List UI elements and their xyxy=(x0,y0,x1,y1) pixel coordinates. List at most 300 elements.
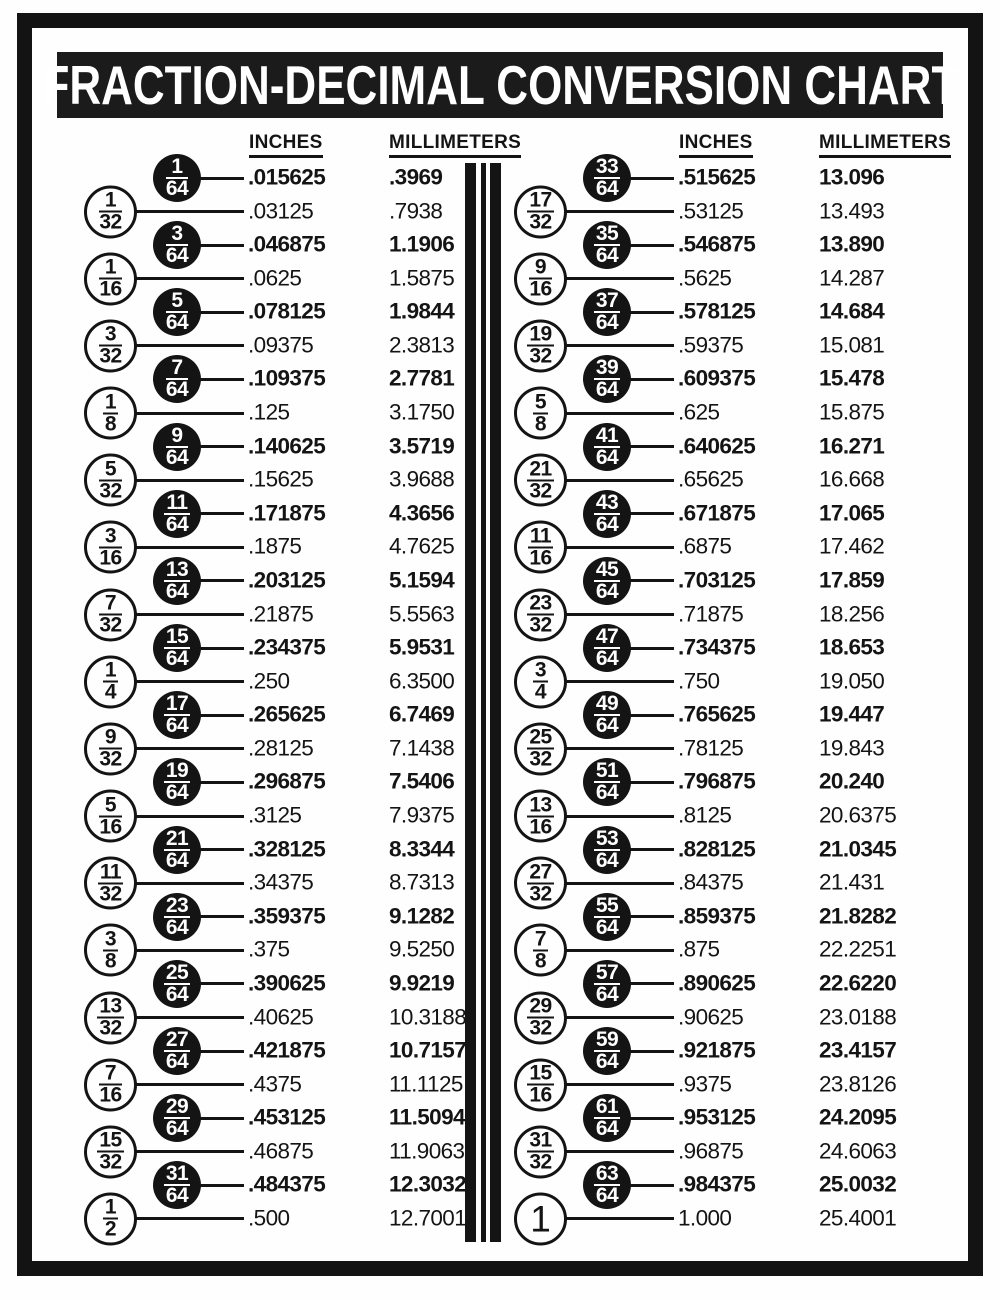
mm-value: 11.9063 xyxy=(389,1138,465,1164)
fraction-denominator: 64 xyxy=(165,378,189,402)
mm-value: 4.7625 xyxy=(389,533,455,559)
millimeters-header-right: MILLIMETERS xyxy=(819,132,951,158)
inches-value: .78125 xyxy=(678,735,744,761)
fraction-badge xyxy=(514,1192,567,1245)
fraction-badge xyxy=(153,490,201,538)
mm-value: 24.2095 xyxy=(819,1104,897,1130)
inches-value: 1.000 xyxy=(678,1205,732,1231)
mm-value: 1.5875 xyxy=(389,265,455,291)
fraction-numerator: 5 xyxy=(99,796,121,817)
inches-value: .28125 xyxy=(248,735,314,761)
fraction-numerator: 45 xyxy=(595,557,619,581)
mm-value: 5.1594 xyxy=(389,567,455,593)
inches-value: .125 xyxy=(248,399,290,425)
mm-value: 23.4157 xyxy=(819,1037,897,1063)
fraction-denominator: 64 xyxy=(595,311,619,335)
fraction-denominator: 64 xyxy=(595,512,619,536)
fraction xyxy=(103,1195,118,1241)
mm-value: 1.9844 xyxy=(389,298,455,324)
fraction-badge xyxy=(84,924,137,977)
fraction-numerator: 3 xyxy=(99,527,121,548)
inches-value: .96875 xyxy=(678,1138,744,1164)
fraction-numerator: 23 xyxy=(529,591,552,615)
fraction-numerator: 11 xyxy=(99,860,122,884)
fraction-numerator: 21 xyxy=(529,457,552,481)
connector-line xyxy=(629,781,674,784)
fraction-numerator: 9 xyxy=(99,729,121,750)
fraction-denominator: 64 xyxy=(165,177,189,200)
connector-line xyxy=(199,512,244,515)
mm-value: 19.447 xyxy=(819,701,885,727)
connector-line xyxy=(629,1117,674,1120)
fraction-denominator: 4 xyxy=(534,680,547,704)
mm-value: 23.8126 xyxy=(819,1071,897,1097)
mm-value: 21.431 xyxy=(819,869,885,895)
fraction-numerator: 13 xyxy=(165,557,189,581)
inches-value: .640625 xyxy=(678,433,756,459)
inches-value: .140625 xyxy=(248,433,326,459)
fraction xyxy=(165,289,189,335)
inches-value: .34375 xyxy=(248,869,314,895)
fraction-numerator: 7 xyxy=(99,1065,121,1086)
connector-line xyxy=(564,949,674,952)
fraction-numerator: 41 xyxy=(595,423,619,447)
fraction-numerator: 53 xyxy=(595,826,619,850)
mm-value: 13.890 xyxy=(819,231,885,257)
connector-line xyxy=(199,445,244,448)
fraction-badge xyxy=(583,490,631,538)
fraction-denominator: 64 xyxy=(595,915,619,939)
fraction-badge xyxy=(583,1094,631,1142)
connector-line xyxy=(134,412,244,415)
fraction-denominator: 4 xyxy=(104,680,117,704)
fraction-denominator: 64 xyxy=(165,1050,189,1074)
fraction-numerator: 61 xyxy=(595,1095,619,1119)
fraction-numerator: 49 xyxy=(595,692,619,716)
inches-value: .40625 xyxy=(248,1003,314,1029)
mm-value: 8.7313 xyxy=(389,869,455,895)
connector-line xyxy=(199,982,244,985)
fraction xyxy=(594,826,620,872)
fraction-denominator: 64 xyxy=(165,848,189,872)
fraction-numerator: 11 xyxy=(166,490,188,514)
fraction-denominator: 32 xyxy=(529,1016,552,1040)
inches-value: .53125 xyxy=(678,198,744,224)
fraction-badge xyxy=(514,924,567,977)
connector-line xyxy=(199,647,244,650)
inches-value: .921875 xyxy=(678,1037,756,1063)
inches-value: .796875 xyxy=(678,768,756,794)
fraction-denominator: 64 xyxy=(595,714,619,738)
inches-value: .84375 xyxy=(678,869,744,895)
connector-line xyxy=(134,210,244,213)
fraction-denominator: 64 xyxy=(595,244,619,268)
mm-value: 15.081 xyxy=(819,332,885,358)
fraction-badge xyxy=(514,252,567,305)
fraction-denominator: 64 xyxy=(595,445,619,469)
fraction-denominator: 64 xyxy=(595,1184,619,1208)
fraction-denominator: 32 xyxy=(529,210,552,234)
inches-value: .453125 xyxy=(248,1104,326,1130)
inches-value: .09375 xyxy=(248,332,314,358)
fraction-denominator: 16 xyxy=(99,1083,122,1107)
inches-value: .65625 xyxy=(678,466,744,492)
inches-value: .750 xyxy=(678,668,720,694)
mm-value: 9.1282 xyxy=(389,903,455,929)
fraction xyxy=(594,1095,620,1141)
connector-line xyxy=(199,714,244,717)
fraction-denominator: 32 xyxy=(99,747,122,771)
fraction xyxy=(527,457,553,503)
fraction xyxy=(97,994,123,1040)
mm-value: 25.4001 xyxy=(819,1205,897,1231)
fraction-denominator: 64 xyxy=(595,1050,619,1074)
fraction-badge xyxy=(153,826,201,874)
fraction-badge xyxy=(84,1192,137,1245)
fraction xyxy=(527,188,553,234)
mm-value: 10.3188 xyxy=(389,1003,467,1029)
connector-line xyxy=(564,479,674,482)
fraction-denominator: 32 xyxy=(529,613,552,637)
millimeters-header-left: MILLIMETERS xyxy=(389,132,521,158)
fraction-numerator: 19 xyxy=(165,759,189,783)
fraction-numerator: 47 xyxy=(595,625,619,649)
fraction xyxy=(99,524,122,570)
fraction xyxy=(533,390,548,436)
fraction-badge xyxy=(153,557,201,605)
fraction-denominator: 64 xyxy=(165,579,189,603)
fraction xyxy=(594,155,620,200)
mm-value: 9.5250 xyxy=(389,936,455,962)
mm-value: 12.3032 xyxy=(389,1171,467,1197)
mm-value: 4.3656 xyxy=(389,500,455,526)
mm-value: 12.7001 xyxy=(389,1205,467,1231)
connector-line xyxy=(134,747,244,750)
fraction xyxy=(99,255,122,301)
fraction-denominator: 64 xyxy=(165,1184,189,1208)
fraction xyxy=(99,457,122,503)
fraction xyxy=(527,860,553,906)
fraction-numerator: 11 xyxy=(529,524,552,548)
fraction-badge xyxy=(583,355,631,403)
connector-line xyxy=(199,244,244,247)
fraction-denominator: 2 xyxy=(104,1217,117,1241)
connector-line xyxy=(629,647,674,650)
fraction-numerator: 29 xyxy=(165,1095,189,1119)
inches-value: .9375 xyxy=(678,1071,732,1097)
mm-value: 1.1906 xyxy=(389,231,455,257)
fraction-denominator: 32 xyxy=(99,613,122,637)
fraction xyxy=(527,793,553,839)
inches-value: .03125 xyxy=(248,198,314,224)
fraction-denominator: 16 xyxy=(99,277,122,301)
fraction xyxy=(99,188,122,234)
fraction-badge xyxy=(153,288,201,336)
fraction-numerator: 1 xyxy=(99,192,121,213)
mm-value: 17.462 xyxy=(819,533,885,559)
fraction-badge xyxy=(583,288,631,336)
inches-value: .0625 xyxy=(248,265,302,291)
fraction-numerator: 21 xyxy=(165,826,189,850)
fraction-numerator: 29 xyxy=(529,994,552,1018)
fraction-badge xyxy=(514,790,567,843)
fraction-badge xyxy=(84,454,137,507)
connector-line xyxy=(134,1150,244,1153)
fraction-numerator: 3 xyxy=(534,658,547,682)
fraction xyxy=(165,222,189,268)
fraction-badge xyxy=(514,521,567,574)
fraction-denominator: 64 xyxy=(165,512,189,536)
mm-value: 5.5563 xyxy=(389,601,455,627)
fraction-numerator: 43 xyxy=(595,490,619,514)
fraction xyxy=(164,490,189,536)
inches-value: .390625 xyxy=(248,970,326,996)
fraction xyxy=(594,625,620,671)
inches-header-right: INCHES xyxy=(679,132,753,158)
inches-value: .984375 xyxy=(678,1171,756,1197)
mm-value: 25.0032 xyxy=(819,1171,897,1197)
fraction-badge xyxy=(153,355,201,403)
fraction xyxy=(527,1061,553,1107)
inches-value: .109375 xyxy=(248,365,326,391)
fraction-denominator: 32 xyxy=(99,479,122,503)
fraction-badge xyxy=(84,991,137,1044)
connector-line xyxy=(564,210,674,213)
fraction-numerator: 13 xyxy=(99,994,122,1018)
fraction-numerator: 31 xyxy=(529,1128,552,1152)
inches-value: .265625 xyxy=(248,701,326,727)
fraction-numerator: 5 xyxy=(166,292,188,313)
fraction-denominator: 16 xyxy=(99,815,122,839)
fraction xyxy=(164,893,190,939)
connector-line xyxy=(564,412,674,415)
mm-value: .3969 xyxy=(389,164,443,190)
connector-line xyxy=(134,882,244,885)
inches-value: .890625 xyxy=(678,970,756,996)
fraction-badge xyxy=(153,1027,201,1075)
fraction-badge xyxy=(583,1027,631,1075)
mm-value: 15.875 xyxy=(819,399,885,425)
mm-value: 2.3813 xyxy=(389,332,455,358)
fraction xyxy=(594,1028,620,1074)
fraction-denominator: 32 xyxy=(99,210,122,234)
fraction-badge xyxy=(583,1161,631,1209)
fraction-denominator: 64 xyxy=(595,378,619,402)
connector-line xyxy=(134,680,244,683)
connector-line xyxy=(199,1184,244,1187)
mm-value: 3.5719 xyxy=(389,433,455,459)
connector-line xyxy=(629,244,674,247)
connector-line xyxy=(134,344,244,347)
inches-value: .21875 xyxy=(248,601,314,627)
connector-line xyxy=(629,378,674,381)
fraction-badge xyxy=(84,857,137,910)
fraction-numerator: 7 xyxy=(99,595,121,616)
fraction-badge xyxy=(514,588,567,641)
connector-line xyxy=(564,747,674,750)
mm-value: 17.065 xyxy=(819,500,885,526)
inches-value: .421875 xyxy=(248,1037,326,1063)
connector-line xyxy=(629,1050,674,1053)
mm-value: 3.1750 xyxy=(389,399,455,425)
fraction-badge xyxy=(153,221,201,269)
fraction-denominator: 32 xyxy=(99,1016,122,1040)
mm-value: 14.684 xyxy=(819,298,885,324)
fraction-denominator: 16 xyxy=(529,546,552,570)
fraction xyxy=(594,1162,620,1208)
fraction-badge xyxy=(583,893,631,941)
fraction-badge xyxy=(84,252,137,305)
fraction-badge xyxy=(153,1161,201,1209)
inches-value: .515625 xyxy=(678,164,756,190)
fraction-numerator: 1 xyxy=(99,259,121,280)
fraction-badge xyxy=(84,790,137,843)
connector-line xyxy=(134,277,244,280)
fraction-numerator: 31 xyxy=(165,1162,189,1186)
inches-value: .359375 xyxy=(248,903,326,929)
fraction-denominator: 64 xyxy=(165,714,189,738)
fraction-badge xyxy=(514,319,567,372)
fraction-denominator: 64 xyxy=(165,311,189,335)
fraction-denominator: 16 xyxy=(529,815,552,839)
fraction-badge xyxy=(153,624,201,672)
fraction xyxy=(99,725,122,771)
fraction xyxy=(98,860,123,906)
inches-value: .578125 xyxy=(678,298,756,324)
fraction-denominator: 8 xyxy=(534,412,547,436)
connector-line xyxy=(629,848,674,851)
fraction xyxy=(165,423,189,469)
inches-value: .546875 xyxy=(678,231,756,257)
mm-value: 19.050 xyxy=(819,668,885,694)
fraction xyxy=(99,1061,122,1107)
fraction xyxy=(99,793,122,839)
fraction-denominator: 64 xyxy=(595,982,619,1006)
fraction-badge xyxy=(583,826,631,874)
inches-value: .1875 xyxy=(248,533,302,559)
fraction-badge xyxy=(514,991,567,1044)
inches-value: .500 xyxy=(248,1205,290,1231)
fraction-denominator: 64 xyxy=(165,915,189,939)
fraction xyxy=(164,1095,190,1141)
fraction-denominator: 32 xyxy=(99,1150,122,1174)
fraction-numerator: 1 xyxy=(104,390,117,414)
fraction xyxy=(594,356,620,402)
connector-line xyxy=(564,680,674,683)
inches-value: .171875 xyxy=(248,500,326,526)
connector-line xyxy=(134,815,244,818)
inches-value: .296875 xyxy=(248,768,326,794)
connector-line xyxy=(199,848,244,851)
fraction-numerator: 5 xyxy=(534,390,547,414)
connector-line xyxy=(629,311,674,314)
connector-line xyxy=(629,177,674,180)
connector-line xyxy=(134,1217,244,1220)
mm-value: 16.668 xyxy=(819,466,885,492)
inches-value: .375 xyxy=(248,936,290,962)
mm-value: 3.9688 xyxy=(389,466,455,492)
fraction xyxy=(529,255,552,301)
fraction-badge xyxy=(84,1125,137,1178)
fraction-denominator: 64 xyxy=(165,445,189,469)
fraction-badge xyxy=(84,319,137,372)
mm-value: 7.1438 xyxy=(389,735,455,761)
inches-value: .203125 xyxy=(248,567,326,593)
mm-value: 16.271 xyxy=(819,433,885,459)
fraction xyxy=(164,826,190,872)
mm-value: 18.256 xyxy=(819,601,885,627)
page-title: FRACTION-DECIMAL CONVERSION CHART xyxy=(42,54,958,116)
inches-value: .828125 xyxy=(678,836,756,862)
fraction-badge xyxy=(514,454,567,507)
connector-line xyxy=(199,915,244,918)
fraction xyxy=(103,658,118,704)
fraction-numerator: 1 xyxy=(104,1195,117,1219)
fraction-denominator: 32 xyxy=(529,479,552,503)
mm-value: 14.287 xyxy=(819,265,885,291)
fraction-badge xyxy=(514,655,567,708)
fraction xyxy=(594,423,620,469)
fraction-denominator: 64 xyxy=(165,781,189,805)
fraction-badge xyxy=(583,423,631,471)
mm-value: 2.7781 xyxy=(389,365,455,391)
fraction-badge xyxy=(514,722,567,775)
connector-line xyxy=(199,1117,244,1120)
fraction-badge xyxy=(84,387,137,440)
mm-value: 13.096 xyxy=(819,164,885,190)
fraction-numerator: 33 xyxy=(595,155,619,178)
fraction xyxy=(164,625,190,671)
fraction xyxy=(594,557,620,603)
fraction-denominator: 64 xyxy=(595,579,619,603)
fraction-denominator: 16 xyxy=(529,277,552,301)
connector-line xyxy=(564,1150,674,1153)
mm-value: 6.7469 xyxy=(389,701,455,727)
connector-line xyxy=(134,1083,244,1086)
fraction-numerator: 55 xyxy=(595,893,619,917)
fraction-numerator: 15 xyxy=(99,1128,122,1152)
connector-line xyxy=(564,344,674,347)
fraction-numerator: 35 xyxy=(595,222,619,246)
fraction-denominator: 64 xyxy=(165,1117,189,1141)
fraction-badge xyxy=(583,154,631,202)
fraction-badge xyxy=(514,185,567,238)
connector-line xyxy=(629,982,674,985)
connector-line xyxy=(629,445,674,448)
inches-value: .15625 xyxy=(248,466,314,492)
fraction-badge xyxy=(583,624,631,672)
inches-value: .859375 xyxy=(678,903,756,929)
mm-value: 15.478 xyxy=(819,365,885,391)
fraction-badge xyxy=(153,758,201,806)
connector-line xyxy=(564,815,674,818)
connector-line xyxy=(199,1050,244,1053)
connector-line xyxy=(199,311,244,314)
fraction-denominator: 32 xyxy=(529,344,552,368)
connector-line xyxy=(199,177,244,180)
mm-value: 17.859 xyxy=(819,567,885,593)
mm-value: 19.843 xyxy=(819,735,885,761)
mm-value: 18.653 xyxy=(819,634,885,660)
fraction-numerator: 37 xyxy=(595,289,619,313)
fraction-numerator: 1 xyxy=(166,158,188,179)
fraction-badge xyxy=(583,960,631,1008)
fraction xyxy=(165,155,189,200)
conversion-table-right xyxy=(430,155,897,1251)
inches-value: .5625 xyxy=(678,265,732,291)
fraction-numerator: 3 xyxy=(99,326,121,347)
mm-value: 9.9219 xyxy=(389,970,455,996)
